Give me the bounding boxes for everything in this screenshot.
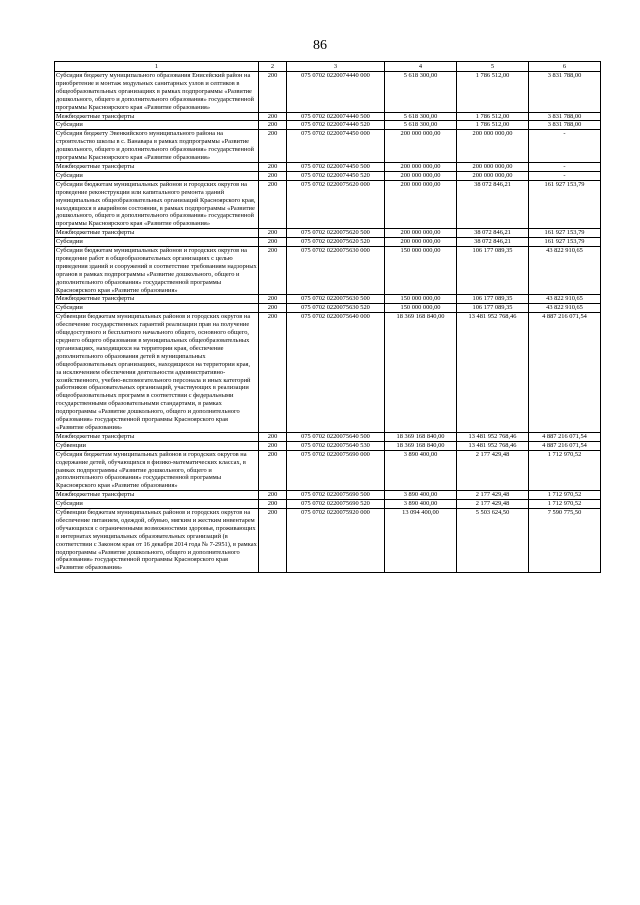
row-name: Субсидии бюджетам муниципальных районов и городских округов на проведение работ в общеобразовательных организациях с целью приведения зданий и сооружений в соответствие требованиям надзорных органов в рамках подпрограммы «Развитие дошкольного, общего и дополнительного образования» государственной программы Красноярского края «Развитие образования» bbox=[56, 247, 257, 294]
row-code: 200 bbox=[259, 247, 287, 295]
row-remaining: - bbox=[529, 171, 601, 180]
row-executed: 2 177 429,48 bbox=[457, 500, 529, 509]
row-approved: 150 000 000,00 bbox=[385, 304, 457, 313]
row-classifier: 075 0702 0220075690 500 bbox=[287, 491, 385, 500]
row-name: Субсидии бюджетам муниципальных районов и городских округов на проведение реконструкции или капитального ремонта зданий муниципальных общеобразовательных организаций Красноярского края, находящихся в аварийном состоянии, в рамках подпрограммы «Развитие дошкольного, общего и дополнительного образования» государственной программы Красноярского края «Развитие образования» bbox=[55, 180, 259, 228]
row-code: 200 bbox=[259, 295, 287, 304]
row-approved: 200 000 000,00 bbox=[385, 162, 457, 171]
page-number: 86 bbox=[313, 38, 327, 53]
row-name: Межбюджетные трансферты bbox=[55, 162, 259, 171]
table-row bbox=[55, 313, 601, 433]
table-row bbox=[55, 450, 601, 491]
row-executed: 106 177 089,35 bbox=[457, 295, 529, 304]
row-remaining: 4 887 216 071,54 bbox=[529, 441, 601, 450]
row-code: 200 bbox=[259, 112, 287, 121]
table-header-row bbox=[55, 62, 601, 72]
row-code: 200 bbox=[259, 500, 287, 509]
row-executed: 38 072 846,21 bbox=[457, 238, 529, 247]
row-remaining: 161 927 153,79 bbox=[529, 238, 601, 247]
row-code: 200 bbox=[259, 72, 287, 113]
row-name: Субсидии bbox=[55, 500, 259, 509]
row-remaining: 3 831 788,00 bbox=[529, 72, 601, 113]
row-remaining: 43 822 910,65 bbox=[529, 295, 601, 304]
table-row bbox=[55, 121, 601, 130]
row-approved: 200 000 000,00 bbox=[385, 229, 457, 238]
column-header: 6 bbox=[529, 62, 601, 72]
row-classifier: 075 0702 0220075620 520 bbox=[287, 238, 385, 247]
row-name: Межбюджетные трансферты bbox=[55, 491, 259, 500]
row-name: Субвенции бюджетам муниципальных районов и городских округов на обеспечение государственных гарантий реализации прав на получение общедоступного и бесплатного начального общего, основного общего, среднего общего образования в муниципальных общеобразовательных организациях, находящихся на территории края, обеспечение дополнительного образования детей в муниципальных общеобразовательных организациях, находящихся на территории края, за исключением обеспечения деятельности административно-хозяйственного, учебно-вспомогательного персонала и иных категорий работников образовательных организаций, участвующих в реализации общеобразовательных программ в соответствии с федеральными государственными образовательными стандартами, в рамках подпрограммы «Развитие дошкольного, общего и дополнительного образования» государственной программы Красноярского края «Развитие образования» bbox=[55, 313, 259, 433]
row-remaining: 7 590 775,50 bbox=[529, 509, 601, 573]
row-remaining: 1 712 970,52 bbox=[529, 500, 601, 509]
row-approved: 18 369 168 840,00 bbox=[385, 313, 457, 433]
row-remaining: 161 927 153,79 bbox=[529, 180, 601, 228]
budget-table bbox=[54, 61, 601, 573]
row-classifier: 075 0702 0220074450 520 bbox=[287, 171, 385, 180]
row-executed: 38 072 846,21 bbox=[457, 229, 529, 238]
row-classifier: 075 0702 0220074440 500 bbox=[287, 112, 385, 121]
row-executed: 200 000 000,00 bbox=[457, 171, 529, 180]
table-row bbox=[55, 229, 601, 238]
table-row bbox=[55, 238, 601, 247]
row-executed: 106 177 089,35 bbox=[457, 247, 529, 295]
row-executed: 1 786 512,00 bbox=[457, 72, 529, 113]
row-classifier: 075 0702 0220075690 000 bbox=[287, 450, 385, 491]
row-executed: 38 072 846,21 bbox=[457, 180, 529, 228]
row-executed: 13 481 952 768,46 bbox=[457, 441, 529, 450]
row-remaining: 1 712 970,52 bbox=[529, 491, 601, 500]
row-name: Межбюджетные трансферты bbox=[55, 229, 259, 238]
row-executed: 1 786 512,00 bbox=[457, 112, 529, 121]
table-row bbox=[55, 162, 601, 171]
row-code: 200 bbox=[259, 450, 287, 491]
table-row bbox=[55, 304, 601, 313]
row-approved: 200 000 000,00 bbox=[385, 238, 457, 247]
row-approved: 18 369 168 840,00 bbox=[385, 432, 457, 441]
table-row bbox=[55, 72, 601, 113]
row-remaining: 3 831 788,00 bbox=[529, 112, 601, 121]
row-code: 200 bbox=[259, 171, 287, 180]
row-remaining: 4 887 216 071,54 bbox=[529, 313, 601, 433]
row-executed: 200 000 000,00 bbox=[457, 130, 529, 163]
row-classifier: 075 0702 0220075640 000 bbox=[287, 313, 385, 433]
column-header: 5 bbox=[457, 62, 529, 72]
row-approved: 200 000 000,00 bbox=[385, 171, 457, 180]
row-code: 200 bbox=[259, 180, 287, 228]
row-code: 200 bbox=[259, 432, 287, 441]
column-header: 4 bbox=[385, 62, 457, 72]
row-name: Субвенции bbox=[55, 441, 259, 450]
row-name: Субсидии bbox=[55, 238, 259, 247]
row-code: 200 bbox=[259, 121, 287, 130]
row-classifier: 075 0702 0220075690 520 bbox=[287, 500, 385, 509]
row-approved: 18 369 168 840,00 bbox=[385, 441, 457, 450]
table-row bbox=[55, 247, 601, 295]
row-name: Субсидия бюджету муниципального образования Енисейский район на приобретение и монтаж модульных санитарных узлов и септиков в общеобразовательных организациях в рамках подпрограммы «Развитие дошкольного, общего и дополнительного образования» государственной программы Красноярского края «Развитие образования» bbox=[55, 72, 259, 113]
table-row bbox=[55, 441, 601, 450]
row-name: Субсидии bbox=[55, 171, 259, 180]
row-remaining: 161 927 153,79 bbox=[529, 229, 601, 238]
row-approved: 200 000 000,00 bbox=[385, 130, 457, 163]
row-remaining: 1 712 970,52 bbox=[529, 450, 601, 491]
row-code: 200 bbox=[259, 238, 287, 247]
row-executed: 200 000 000,00 bbox=[457, 162, 529, 171]
row-classifier: 075 0702 0220075620 000 bbox=[287, 180, 385, 228]
column-header: 2 bbox=[259, 62, 287, 72]
row-code: 200 bbox=[259, 441, 287, 450]
table-row bbox=[55, 432, 601, 441]
row-code: 200 bbox=[259, 304, 287, 313]
row-name: Межбюджетные трансферты bbox=[55, 295, 259, 304]
row-code: 200 bbox=[259, 130, 287, 163]
row-executed: 13 481 952 768,46 bbox=[457, 432, 529, 441]
row-code: 200 bbox=[259, 229, 287, 238]
row-approved: 3 890 400,00 bbox=[385, 450, 457, 491]
row-code: 200 bbox=[259, 162, 287, 171]
row-classifier: 075 0702 0220075640 500 bbox=[287, 432, 385, 441]
row-name: Субсидия бюджету Эвенкийского муниципального района на строительство школы в с. Ванавара в рамках подпрограммы «Развитие дошкольного, общего и дополнительного образования» государственной программы Красноярского края «Развитие образования» bbox=[55, 130, 259, 163]
row-remaining: 43 822 910,65 bbox=[529, 247, 601, 295]
row-code: 200 bbox=[259, 491, 287, 500]
row-approved: 5 618 300,00 bbox=[385, 121, 457, 130]
row-classifier: 075 0702 0220075630 520 bbox=[287, 304, 385, 313]
row-executed: 2 177 429,48 bbox=[457, 450, 529, 491]
row-approved: 5 618 300,00 bbox=[385, 112, 457, 121]
row-remaining: - bbox=[529, 130, 601, 163]
row-classifier: 075 0702 0220074450 000 bbox=[287, 130, 385, 163]
table-row bbox=[55, 500, 601, 509]
table-row bbox=[55, 509, 601, 573]
row-classifier: 075 0702 0220075640 530 bbox=[287, 441, 385, 450]
row-executed: 1 786 512,00 bbox=[457, 121, 529, 130]
row-classifier: 075 0702 0220075920 000 bbox=[287, 509, 385, 573]
row-executed: 2 177 429,48 bbox=[457, 491, 529, 500]
column-header: 1 bbox=[55, 62, 259, 72]
row-approved: 5 618 300,00 bbox=[385, 72, 457, 113]
row-classifier: 075 0702 0220075630 500 bbox=[287, 295, 385, 304]
table-row bbox=[55, 491, 601, 500]
row-executed: 106 177 089,35 bbox=[457, 304, 529, 313]
table-row bbox=[55, 112, 601, 121]
row-executed: 5 503 624,50 bbox=[457, 509, 529, 573]
row-approved: 3 890 400,00 bbox=[385, 491, 457, 500]
row-executed: 13 481 952 768,46 bbox=[457, 313, 529, 433]
row-name: Субсидия бюджетам муниципальных районов и городских округов на содержание детей, обучающихся в физико-математических классах, в рамках подпрограммы «Развитие дошкольного, общего и дополнительного образования» государственной программы Красноярского края «Развитие образования» bbox=[55, 450, 259, 491]
row-name: Субсидии bbox=[55, 121, 259, 130]
row-approved: 150 000 000,00 bbox=[385, 247, 457, 295]
row-name: Межбюджетные трансферты bbox=[55, 112, 259, 121]
row-approved: 3 890 400,00 bbox=[385, 500, 457, 509]
row-classifier: 075 0702 0220075620 500 bbox=[287, 229, 385, 238]
table-row bbox=[55, 130, 601, 163]
row-remaining: 4 887 216 071,54 bbox=[529, 432, 601, 441]
row-code: 200 bbox=[259, 313, 287, 433]
row-remaining: 3 831 788,00 bbox=[529, 121, 601, 130]
row-remaining: - bbox=[529, 162, 601, 171]
column-header: 3 bbox=[287, 62, 385, 72]
row-approved: 150 000 000,00 bbox=[385, 295, 457, 304]
table-row bbox=[55, 295, 601, 304]
row-approved: 13 094 400,00 bbox=[385, 509, 457, 573]
row-name: Субвенции бюджетам муниципальных районов и городских округов на обеспечение питанием, одеждой, обувью, мягким и жестким инвентарем обучающихся с ограниченными возможностями здоровья, проживающих в интернатах муниципальных образовательных организаций (в соответствии с Законом края от 16 декабря 2014 года № 7-2951), в рамках подпрограммы «Развитие дошкольного, общего и дополнительного образования» государственной программы Красноярского края «Развитие образования» bbox=[56, 509, 257, 572]
row-classifier: 075 0702 0220075630 000 bbox=[287, 247, 385, 295]
table-row bbox=[55, 180, 601, 228]
row-approved: 200 000 000,00 bbox=[385, 180, 457, 228]
row-name: Межбюджетные трансферты bbox=[55, 432, 259, 441]
row-name: Субсидии bbox=[55, 304, 259, 313]
row-classifier: 075 0702 0220074440 520 bbox=[287, 121, 385, 130]
row-code: 200 bbox=[259, 509, 287, 573]
row-classifier: 075 0702 0220074450 500 bbox=[287, 162, 385, 171]
row-remaining: 43 822 910,65 bbox=[529, 304, 601, 313]
table-row bbox=[55, 171, 601, 180]
row-classifier: 075 0702 0220074440 000 bbox=[287, 72, 385, 113]
